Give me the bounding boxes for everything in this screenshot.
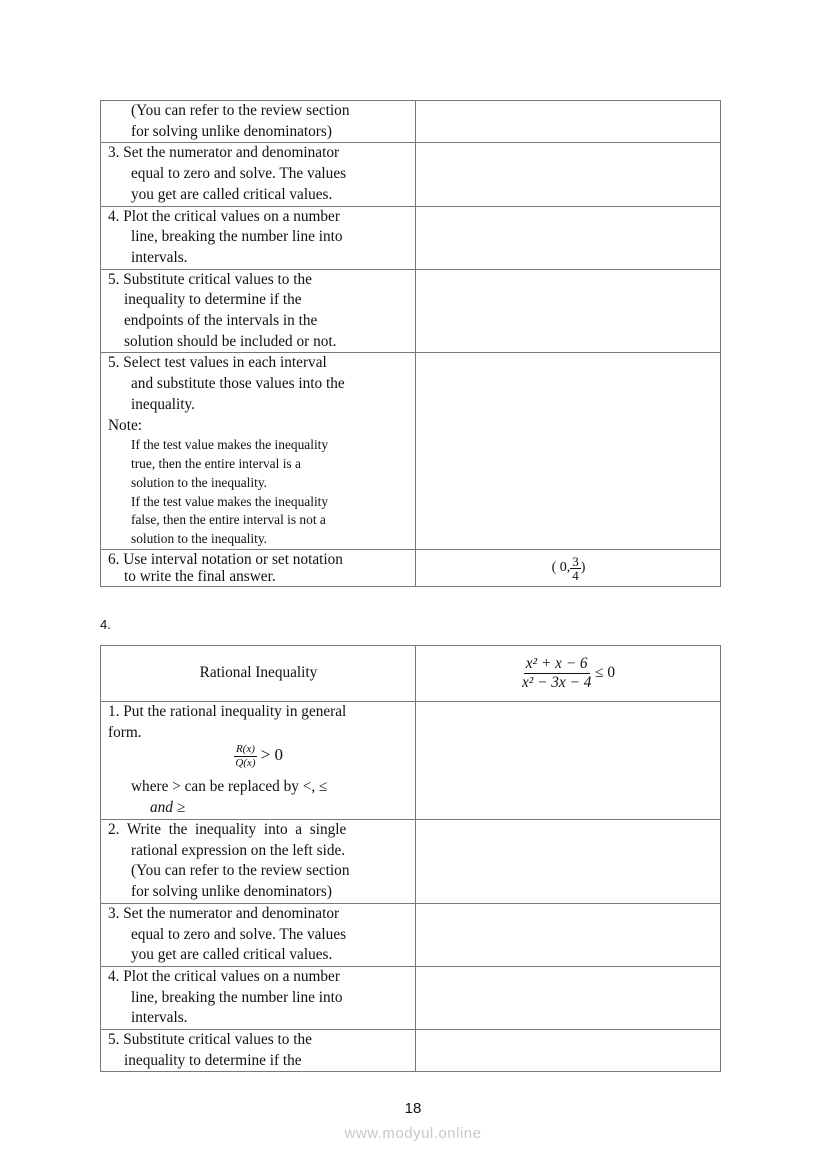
answer-cell[interactable] [416,1030,721,1072]
note-label: Note: [108,416,142,434]
denominator: 4 [572,567,579,583]
step-cell [101,101,416,143]
step-text: inequality. [131,395,196,413]
step-text: form. [108,723,142,741]
step-text: endpoints of the intervals in the [124,312,318,330]
header-label: Rational Inequality [101,646,416,702]
note-text: If the test value makes the inequality [131,437,329,453]
answer-open: ( 0, [551,560,571,576]
step-title: 5. Substitute critical values to the [108,1031,312,1049]
step-text: (You can refer to the review section [131,102,350,119]
answer-cell[interactable] [416,820,721,904]
denominator: Q(x) [235,757,256,770]
step-text: equal to zero and solve. The values [131,165,347,183]
table-header-row [101,646,721,702]
step-text: (You can refer to the review section [131,862,350,880]
step-title: 5. Substitute critical values to the [108,270,312,288]
answer-cell[interactable] [416,101,721,143]
step-text: for solving unlike denominators) [131,883,332,901]
final-answer-cell[interactable] [416,550,721,587]
note-text: If the test value makes the inequality [131,493,329,509]
table-row [101,966,721,1029]
step-title: 2. Write the inequality into a single [108,821,347,838]
inequality-fraction [522,655,591,692]
table-row [101,206,721,269]
answer-cell[interactable] [416,353,721,550]
step-cell [101,206,416,269]
step-text: inequality to determine if the [124,1051,302,1069]
answer-close: ) [580,560,586,576]
step-text: you get are called critical values. [131,946,333,964]
step-text: solution should be included or not. [124,332,337,350]
problem-label: 4. [100,617,111,632]
step-text: you get are called critical values. [131,185,333,203]
fraction [234,743,257,770]
step-text: rational expression on the left side. [131,841,346,859]
step-text: inequality to determine if the [124,291,302,309]
step-cell [101,143,416,206]
step-text: intervals. [131,1009,188,1027]
step-title: 4. Plot the critical values on a number [108,967,340,985]
numerator: x² + x − 6 [525,655,588,672]
note-text: false, then the entire interval is not a [131,512,326,528]
note-text: true, then the entire interval is a [131,456,301,472]
numerator: 3 [572,553,579,569]
table-row [101,903,721,966]
table-row [101,143,721,206]
step-text: intervals. [131,248,188,266]
step-title: 4. Plot the critical values on a number [108,207,340,225]
step-cell [101,702,416,820]
answer-cell[interactable] [416,269,721,353]
numerator: R(x) [235,743,255,756]
table-row [101,269,721,353]
page-number: 18 [404,1100,422,1117]
table-row [101,550,721,587]
step-text: line, breaking the number line into [131,988,343,1006]
step-cell [101,1030,416,1072]
step-title: 6. Use interval notation or set notation [108,551,343,569]
step-cell [101,820,416,904]
steps-table [100,645,721,1072]
note-text: solution to the inequality. [131,531,267,547]
note-text: solution to the inequality. [131,474,267,490]
step-title: 3. Set the numerator and denominator [108,904,340,922]
step-cell [101,903,416,966]
step-title: 5. Select test values in each interval [108,354,327,372]
steps-table-continued [100,100,721,587]
answer-cell[interactable] [416,966,721,1029]
final-answer [551,553,586,583]
relation: > 0 [260,745,284,765]
step-text: to write the final answer. [124,568,276,586]
answer-cell[interactable] [416,702,721,820]
step-text: equal to zero and solve. The values [131,925,347,943]
step-text: and ≥ [150,799,186,817]
step-text: where > can be replaced by <, ≤ [131,778,328,796]
answer-cell[interactable] [416,206,721,269]
step-title: 3. Set the numerator and denominator [108,144,340,162]
step-cell [101,269,416,353]
step-text: line, breaking the number line into [131,228,343,246]
table-row [101,101,721,143]
denominator: x² − 3x − 4 [521,674,592,691]
answer-cell[interactable] [416,143,721,206]
watermark: www.modyul.online [344,1125,482,1142]
table-row [101,1030,721,1072]
inequality-cell [416,646,721,702]
table-row [101,702,721,820]
general-form-formula [108,743,409,777]
answer-cell[interactable] [416,903,721,966]
step-text: and substitute those values into the [131,375,345,393]
table-row [101,353,721,550]
step-cell [101,353,416,550]
step-text: for solving unlike denominators) [131,122,332,140]
step-cell [101,550,416,587]
table-row [101,820,721,904]
step-title: 1. Put the rational inequality in general [108,703,347,720]
step-cell [101,966,416,1029]
relation: ≤ 0 [595,664,616,682]
fraction [570,555,581,582]
